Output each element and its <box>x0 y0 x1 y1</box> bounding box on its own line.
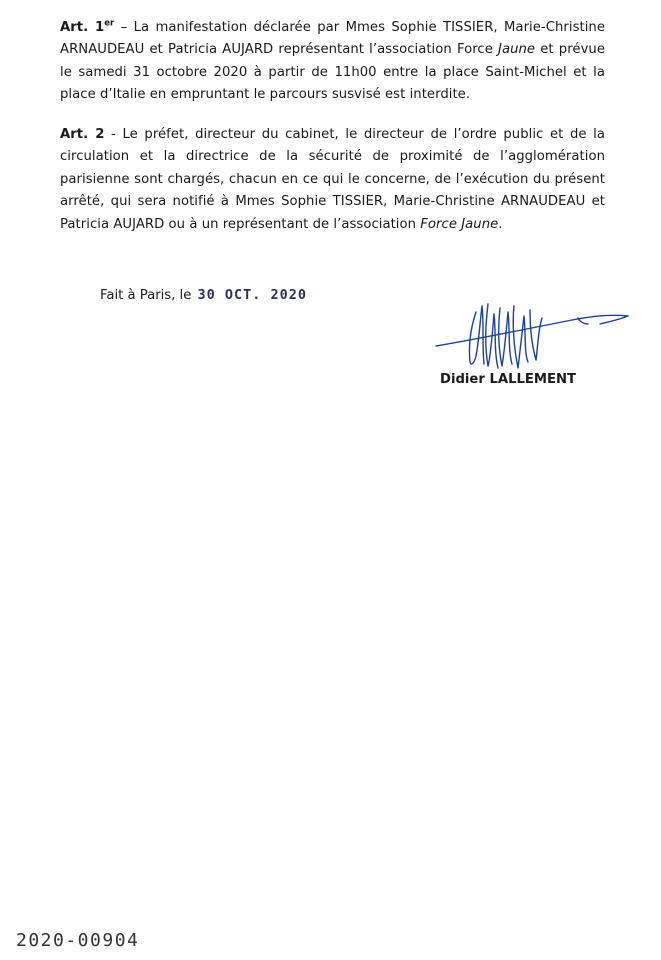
handwritten-signature <box>432 294 632 384</box>
article-2 <box>60 124 605 236</box>
signature-stroke <box>499 308 512 366</box>
reference-number: 2020-00904 <box>16 930 140 951</box>
signature-stroke <box>513 306 528 368</box>
date-stamp: 30 OCT. 2020 <box>197 287 308 303</box>
article-2-text-end: . <box>498 216 503 232</box>
article-1-text-end: et prévue le samedi 31 octobre 2020 à partir de 11h00 entre la place Saint-Michel et la place d’Italie en empruntant le parcours susvisé est interdite. <box>60 42 605 103</box>
signature-stroke <box>469 306 484 364</box>
place-and-date <box>100 287 307 303</box>
article-1-label: Art. 1er <box>60 18 115 35</box>
signatory-name: Didier LALLEMENT <box>440 372 577 387</box>
article-2-text-start: - Le préfet, directeur du cabinet, le directeur de l’ordre public et de la circulation et la directrice de la sécurité de proximité de l’agglomération parisienne sont chargés, chacun en ce qui le concerne, de l’exécution du présent arrêté, qui sera notifié à Mmes Sophie TISSIER, Marie-Christine ARNAUDEAU et Patricia AUJARD ou à un représentant de l’association <box>60 127 605 232</box>
article-1-text-start: – La manifestation déclarée par Mmes Sophie TISSIER, Marie-Christine ARNAUDEAU et Patricia AUJARD représentant l’association Force <box>60 20 605 58</box>
article-1-emphasis: Jaune <box>498 42 536 58</box>
article-2-label: Art. 2 <box>60 127 105 142</box>
place-label: Fait à Paris, le <box>100 288 196 303</box>
article-2-emphasis: Force Jaune <box>420 216 499 232</box>
article-1 <box>60 17 605 107</box>
signature-stroke <box>530 310 542 360</box>
article-1-ordinal: er <box>104 18 115 29</box>
